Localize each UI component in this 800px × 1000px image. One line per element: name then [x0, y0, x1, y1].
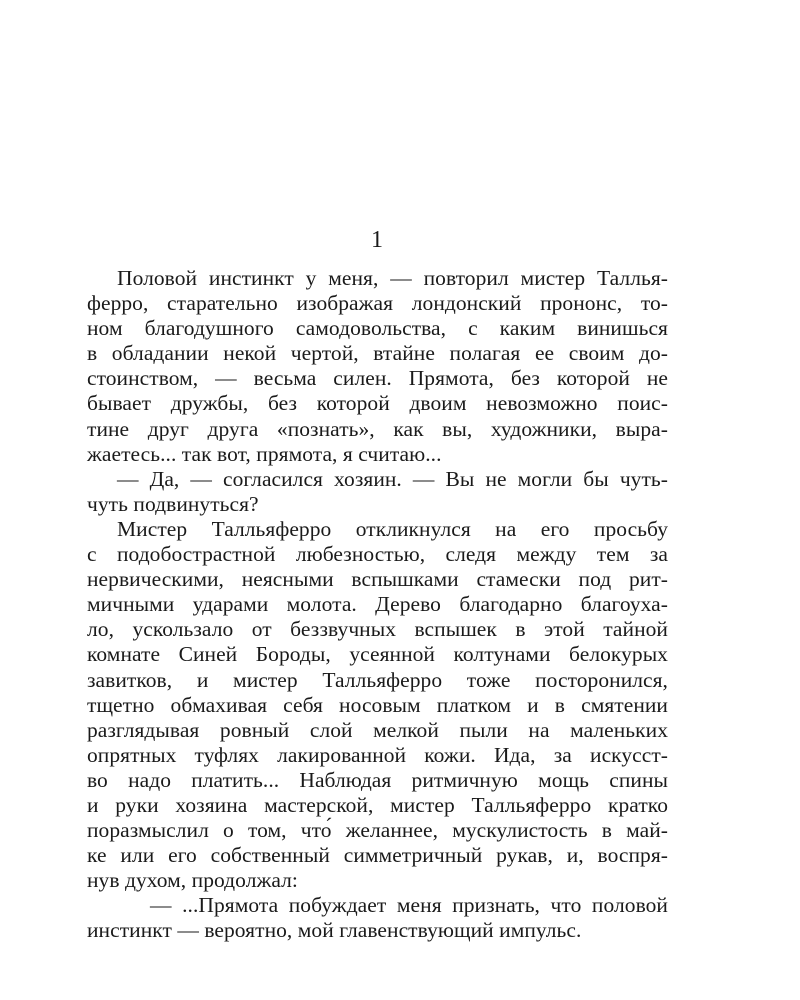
- text-line: ло, ускользало от беззвучных вспышек в этой тайной: [87, 617, 668, 642]
- text-line: жаетесь... так вот, прямота, я считаю...: [87, 441, 442, 466]
- text-line: ном благодушного самодовольства, с каким винишься: [87, 316, 668, 341]
- text-line: разглядывая ровный слой мелкой пыли на маленьких: [87, 717, 668, 742]
- text-line: стоинством, — весьма силен. Прямота, без которой не: [87, 366, 668, 391]
- chapter-text: [87, 266, 668, 944]
- text-line: чуть подвинуться?: [87, 491, 259, 516]
- text-line: нув духом, продолжал:: [87, 868, 298, 893]
- text-line: мичными ударами молота. Дерево благодарно благоуха-: [87, 592, 668, 617]
- text-line: тине друг друга «познать», как вы, художники, выра-: [87, 416, 668, 441]
- text-line: Мистер Талльяферро откликнулся на его просьбу: [117, 516, 668, 541]
- text-line: ке или его собственный симметричный рукав, и, воспря-: [87, 843, 668, 868]
- text-line: опрятных туфлях лакированной кожи. Ида, за искусст-: [87, 742, 668, 767]
- text-line: бывает дружбы, без которой двоим невозможно поис-: [87, 391, 668, 416]
- text-line: ферро, старательно изображая лондонский прононс, то-: [87, 291, 668, 316]
- text-line: инстинкт — вероятно, мой главенствующий импульс.: [87, 918, 582, 943]
- chapter-number: 1: [371, 227, 383, 253]
- text-line: и руки хозяина мастерской, мистер Талльяферро кратко: [87, 792, 668, 817]
- text-line: тщетно обмахивая себя носовым платком и в смятении: [87, 692, 668, 717]
- text-line: — ...Прямота побуждает меня признать, что половой: [150, 893, 668, 918]
- text-line: во надо платить... Наблюдая ритмичную мощь спины: [87, 767, 668, 792]
- text-line: в обладании некой чертой, втайне полагая ее своим до-: [87, 341, 668, 366]
- text-line: — Да, — согласился хозяин. — Вы не могли бы чуть-: [117, 466, 668, 491]
- text-line: завитков, и мистер Талльяферро тоже посторонился,: [87, 667, 668, 692]
- text-line: нервическими, неясными вспышками стамески под рит-: [87, 567, 668, 592]
- text-line: комнате Синей Бороды, усеянной колтунами белокурых: [87, 642, 668, 667]
- text-line: Половой инстинкт у меня, — повторил мистер Таллья-: [117, 266, 668, 290]
- text-line: поразмыслил о том, что́ желаннее, мускулистость в май-: [87, 818, 668, 843]
- text-line: с подобострастной любезностью, следя между тем за: [87, 542, 668, 567]
